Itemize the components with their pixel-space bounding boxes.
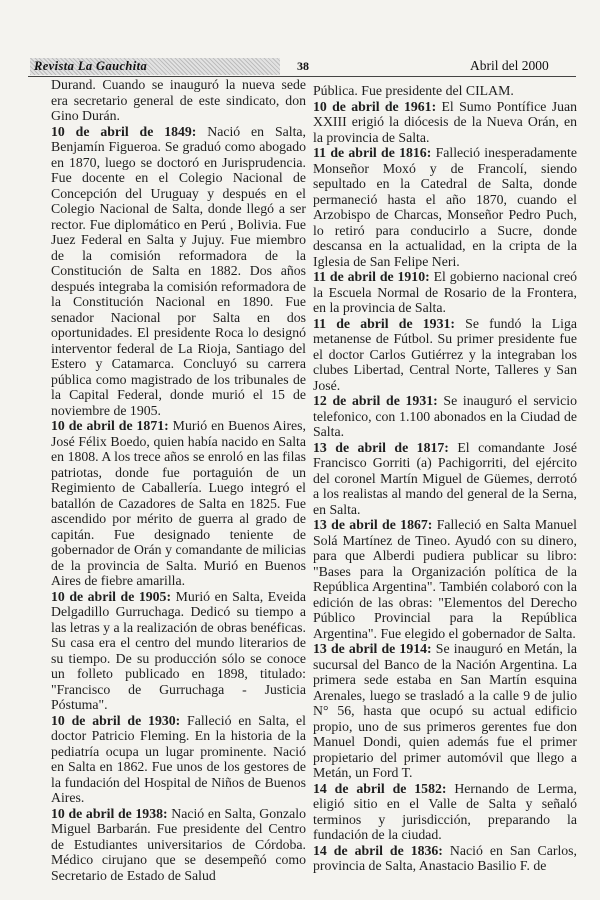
entry-text: Nació en Salta, Gonzalo Miguel Barbarán. Fue presidente del Centro de Estudiantes universitarios de Córdoba. Médico cirujano que se desempeñó como Secretario de Estado de Salud [51,805,306,883]
entry-date: 11 de abril de 1816: [313,145,432,160]
entry-date: 12 de abril de 1931: [313,393,438,408]
entry [51,806,306,884]
entry-text: Murió en Buenos Aires, José Félix Boedo, quien había nacido en Salta en 1808. A los trece años se enroló en las filas patriotas, donde fue portaguión de un Regimiento de Caballería. Luego integró el batallón de Cazadores de Salta en 1825. Fue ascendido por mérito de guerra al grado de capitán. Fue designado teniente de gobernador de Orán y comandante de milicias de la provincia de Salta. Murió en Buenos Aires de fiebre amarilla. [51,418,306,588]
entry-date: 10 de abril de 1938: [51,805,168,821]
right-column [313,83,577,874]
entry [313,145,577,269]
entry: Durand. Cuando se inauguró la nueva sede era secretario general de este sindicato, don Gino Durán. [51,77,306,123]
entry-text: Se inauguró el servicio telefonico, con 1.100 abonados en la Ciudad de Salta. [313,393,577,439]
entry-date: 13 de abril de 1817: [313,439,449,455]
entry [51,713,306,806]
entry-text: El comandante José Francisco Gorriti (a) Pachigorriti, del ejército del coronel Martín Miguel de Güemes, derrotó a los realistas al mando del general de la Serna, en Salta. [313,439,577,517]
entry-text: Falleció en Salta, el doctor Patricio Fleming. En la historia de la pediatría ocupa un lugar prominente. Nació en Salta en 1862. Fue unos de los gestores de la fundación del Hospital de Niños de Buenos Aires. [51,712,306,805]
entry-text: Nació en San Carlos, provincia de Salta, Anastacio Basilio F. de [313,842,577,873]
entry-date: 10 de abril de 1905: [51,588,172,604]
entry-date: 14 de abril de 1582: [313,780,447,796]
entry [313,843,577,874]
entry [313,99,577,146]
entry-text: Nació en Salta, Benjamín Figueroa. Se graduó como abogado en 1870, luego se doctoró en Jurisprudencia. Fue docente en el Colegio Nacional de Concepción del Uruguay y después en el Colegio Nacional de Salta, donde llegó a ser rector. Fue diplomático en Perú , Bolivia. Fue Juez Federal en Salta y Jujuy. Fue miembro de la comisión reformadora de la Constitución de Salta en 1882. Dos años después integraba la comisión reformadora de la Constitución Nacional en 1890. Fue senador Nacional por Salta en dos oportunidades. El presidente Roca lo designó interventor federal de La Rioja, Santiago del Estero y Catamarca. Concluyó su carrera pública como magistrado de los tribunales de la Capital Federal, donde murió el 15 de noviembre de 1905. [51,123,306,418]
entry-text: Falleció en Salta Manuel Solá Martínez de Tineo. Ayudó con su dinero, para que Alberdi pudiera publicar su libro: "Bases para la Organización política de la República Argentina". También colaboró con la edición de las obras: "Elementos del Derecho Público Provincial para la República Argentina". Fue elegido el gobernador de Salta. [313,517,577,641]
entry [313,641,577,781]
entry [313,440,577,518]
entry-text: Falleció inesperadamente Monseñor Moxó y de Francolí, siendo sepultado en la Catedral de Salta, donde permaneció hasta el año 1870, cuando el Arzobispo de Charcas, Monseñor Pedro Puch, lo retiró para conducirlo a Sucre, donde descansa en la actualidad, en la cripta de la Iglesia de San Felipe Neri. [313,145,577,269]
page-number: 38 [297,59,309,73]
entry [313,393,577,440]
left-column [51,77,306,883]
entry-date: 13 de abril de 1867: [313,517,433,532]
entry [313,316,577,394]
entry-date: 14 de abril de 1836: [313,842,443,858]
entry-text: El gobierno nacional creó la Escuela Normal de Rosario de la Frontera, en la provincia de Salta. [313,269,577,315]
entry-text: Murió en Salta, Eveida Delgadillo Gurruchaga. Dedicó su tiempo a las letras y a la realización de obras benéficas. Su casa era el centro del mundo literarios de su tiempo. De su producción sólo se conoce un folleto publicado en 1898, titulado: "Francisco de Gurruchaga - Justicia Póstuma". [51,588,306,712]
entry-date: 11 de abril de 1931: [313,315,455,331]
entry [313,269,577,316]
entry [313,781,577,843]
entry [51,418,306,589]
entry-date: 10 de abril de 1849: [51,123,197,139]
entry-date: 10 de abril de 1871: [51,418,169,433]
entry [51,589,306,713]
issue-date: Abril del 2000 [470,58,549,73]
entry-date: 10 de abril de 1930: [51,712,181,728]
entry-text: Se inauguró en Metán, la sucursal del Banco de la Nación Argentina. La primera sede estaba en San Martín esquina Arenales, luego se trasladó a la calle 9 de julio N° 56, hasta que ocupó su actual edificio propio, uno de sus primeros gerentes fue don Manuel Dondi, quien además fue el primer propietario del primer automóvil que llego a Metán, un Ford T. [313,641,577,780]
entry-date: 13 de abril de 1914: [313,641,432,656]
entry-date: 11 de abril de 1910: [313,269,430,284]
entry-date: 10 de abril de 1961: [313,98,437,114]
entry [313,517,577,641]
entry-text: Se fundó la Liga metanense de Fútbol. Su primer presidente fue el doctor Carlos Gutiérrez y la integraban los clubes Libertad, Central Norte, Talleres y San José. [313,315,577,393]
magazine-title: Revista La Gauchita [34,59,148,73]
entry-text: El Sumo Pontífice Juan XXIII erigió la diócesis de la Nueva Orán, en la provincia de Salta. [313,98,577,145]
entry: Pública. Fue presidente del CILAM. [313,83,514,98]
entry [51,124,306,419]
entry-text: Hernando de Lerma, eligió sitio en el Valle de Salta y señaló terminos y jurisdicción, preparando la fundación de la ciudad. [313,780,577,842]
